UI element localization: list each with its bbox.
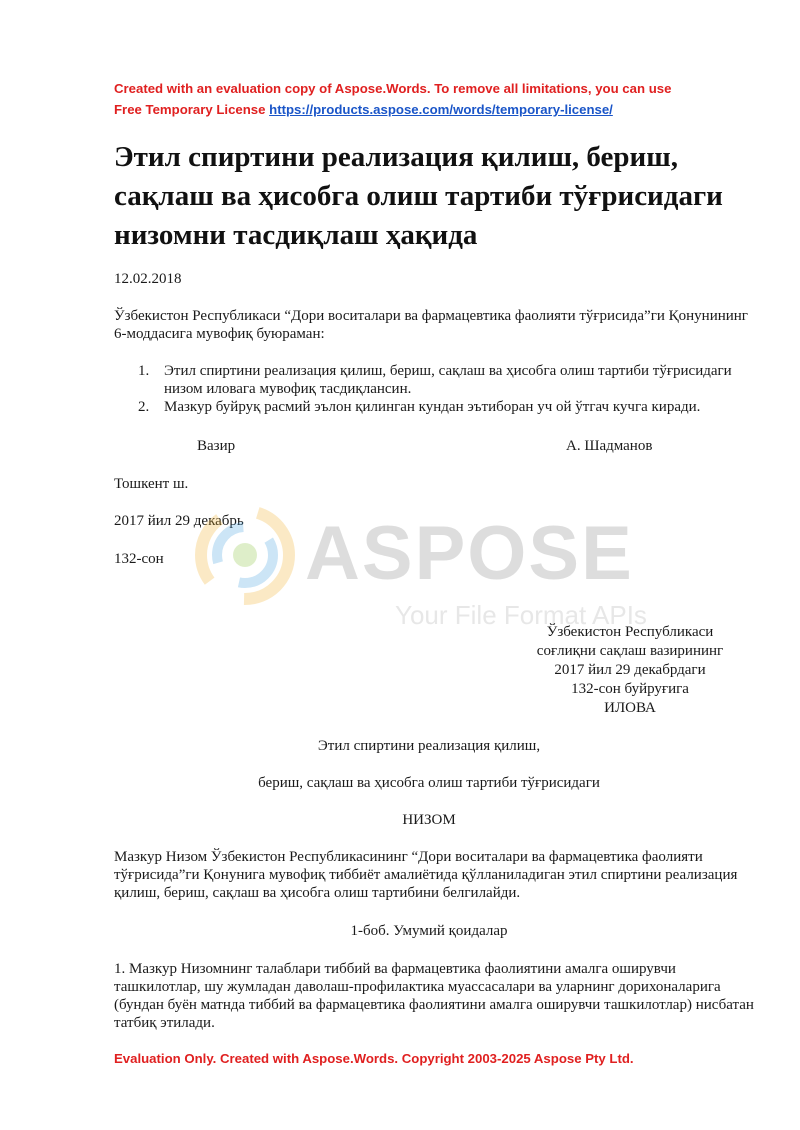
intro-paragraph: Ўзбекистон Республикаси “Дори воситалари ва фармацевтика фаолияти тўғрисида”ги Қонунининг 6-моддасига мувофиқ буюраман:	[114, 308, 748, 342]
regulation-preamble: Мазкур Низом Ўзбекистон Республикасининг “Дори воситалари ва фармацевтика фаолияти тўғрисида”ги Қонунига мувофиқ тиббиёт амалиётида қўлланиладиган этил спиртини реализация қилиш, бериш, сақлаш ва ҳисобга олиш тартибини белгилайди.	[114, 849, 738, 901]
annex-line: 132-сон буйруғига	[571, 681, 689, 697]
annex-line: соғлиқни сақлаш вазирининг	[536, 643, 724, 659]
list-item-text: Этил спиртини реализация қилиш, бериш, сақлаш ва ҳисобга олиш тартиби тўғрисидаги низом иловага мувофиқ тасдиқлансин.	[164, 363, 732, 397]
evaluation-banner-line1: Created with an evaluation copy of Aspose.Words. To remove all limitations, you can use	[114, 81, 672, 96]
aspose-watermark	[195, 500, 695, 640]
annex-block	[520, 623, 740, 718]
list-item-number: 2.	[138, 399, 150, 415]
regulation-heading: НИЗОМ	[402, 812, 456, 828]
signer-role: Вазир	[197, 438, 236, 454]
signer-name: А. Шадманов	[566, 438, 653, 454]
watermark-tagline: Your File Format APIs	[395, 600, 647, 630]
chapter-heading: 1-боб. Умумий қоидалар	[350, 923, 508, 939]
orders-list	[138, 362, 758, 416]
annex-line: Ўзбекистон Республикаси	[546, 624, 714, 640]
place: Тошкент ш.	[114, 476, 189, 492]
watermark-brand: ASPOSE	[305, 511, 634, 596]
list-item-number: 1.	[138, 363, 150, 379]
list-item	[138, 362, 758, 398]
document-title: Этил спиртини реализация қилиш, бериш, сақлаш ва ҳисобга олиш тартиби тўғрисидаги низомни тасдиқлаш ҳақида	[114, 141, 723, 251]
temporary-license-link[interactable]: https://products.aspose.com/words/temporary-license/	[269, 102, 613, 117]
regulation-title-line1: Этил спиртини реализация қилиш,	[317, 738, 541, 754]
list-item-text: Мазкур буйруқ расмий эълон қилинган кундан эътиборан уч ой ўтгач кучга киради.	[164, 399, 701, 415]
order-number: 132-сон	[114, 551, 164, 567]
evaluation-banner	[114, 78, 754, 120]
annex-line: 2017 йил 29 декабрдаги	[554, 662, 706, 678]
annex-line: ИЛОВА	[604, 700, 656, 716]
evaluation-banner-license-text: Free Temporary License	[114, 102, 266, 117]
evaluation-footer: Evaluation Only. Created with Aspose.Words. Copyright 2003-2025 Aspose Pty Ltd.	[114, 1051, 634, 1066]
list-item	[138, 398, 758, 416]
paragraph-1: 1. Мазкур Низомнинг талаблари тиббий ва фармацевтика фаолиятини амалга оширувчи ташкилотлар, шу жумладан даволаш-профилактика муассасалари ва уларнинг дорихоналарига (бундан буён матнда тиббий ва фармацевтика фаолиятини амалга оширувчи ташкилотлар) нисбатан татбиқ этилади.	[114, 961, 754, 1031]
signing-date: 2017 йил 29 декабрь	[114, 513, 244, 529]
aspose-logo-icon	[195, 505, 295, 605]
document-date: 12.02.2018	[114, 271, 182, 287]
regulation-title-line2: бериш, сақлаш ва ҳисобга олиш тартиби тўғрисидаги	[258, 775, 600, 791]
